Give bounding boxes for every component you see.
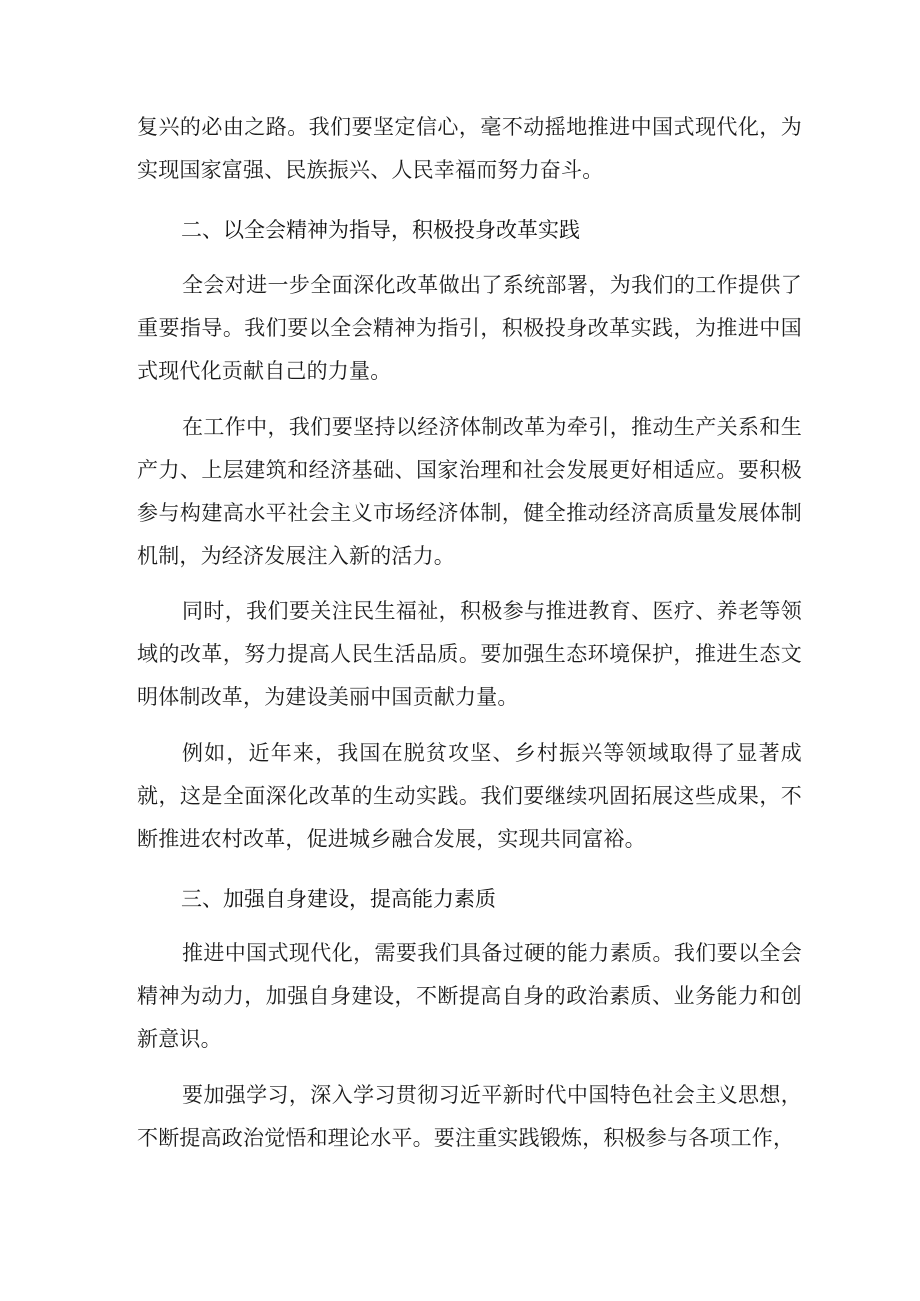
paragraph-2-4: 例如，近年来，我国在脱贫攻坚、乡村振兴等领域取得了显著成就，这是全面深化改革的生动实践。我们要继续巩固拓展这些成果，不断推进农村改革，促进城乡融合发展，实现共同富裕。 bbox=[137, 741, 802, 851]
section-heading-3: 三、加强自身建设，提高能力素质 bbox=[181, 887, 496, 911]
paragraph-2-1: 全会对进一步全面深化改革做出了系统部署，为我们的工作提供了重要指导。我们要以全会精神为指引，积极投身改革实践，为推进中国式现代化贡献自己的力量。 bbox=[137, 273, 802, 383]
paragraph-2-2: 在工作中，我们要坚持以经济体制改革为牵引，推动生产关系和生产力、上层建筑和经济基础、国家治理和社会发展更好相适应。要积极参与构建高水平社会主义市场经济体制，健全推动经济高质量发展体制机制，为经济发展注入新的活力。 bbox=[137, 415, 802, 568]
paragraph-3-2: 要加强学习，深入学习贯彻习近平新时代中国特色社会主义思想，不断提高政治觉悟和理论水平。要注重实践锻炼，积极参与各项工作， bbox=[137, 1083, 802, 1150]
paragraph-3-1: 推进中国式现代化，需要我们具备过硬的能力素质。我们要以全会精神为动力，加强自身建设，不断提高自身的政治素质、业务能力和创新意识。 bbox=[137, 941, 802, 1051]
section-heading-2: 二、以全会精神为指导，积极投身改革实践 bbox=[181, 218, 580, 242]
paragraph-2-3: 同时，我们要关注民生福祉，积极参与推进教育、医疗、养老等领域的改革，努力提高人民生活品质。要加强生态环境保护，推进生态文明体制改革，为建设美丽中国贡献力量。 bbox=[137, 599, 802, 709]
paragraph-continuation: 复兴的必由之路。我们要坚定信心，毫不动摇地推进中国式现代化，为实现国家富强、民族振兴、人民幸福而努力奋斗。 bbox=[137, 115, 802, 182]
